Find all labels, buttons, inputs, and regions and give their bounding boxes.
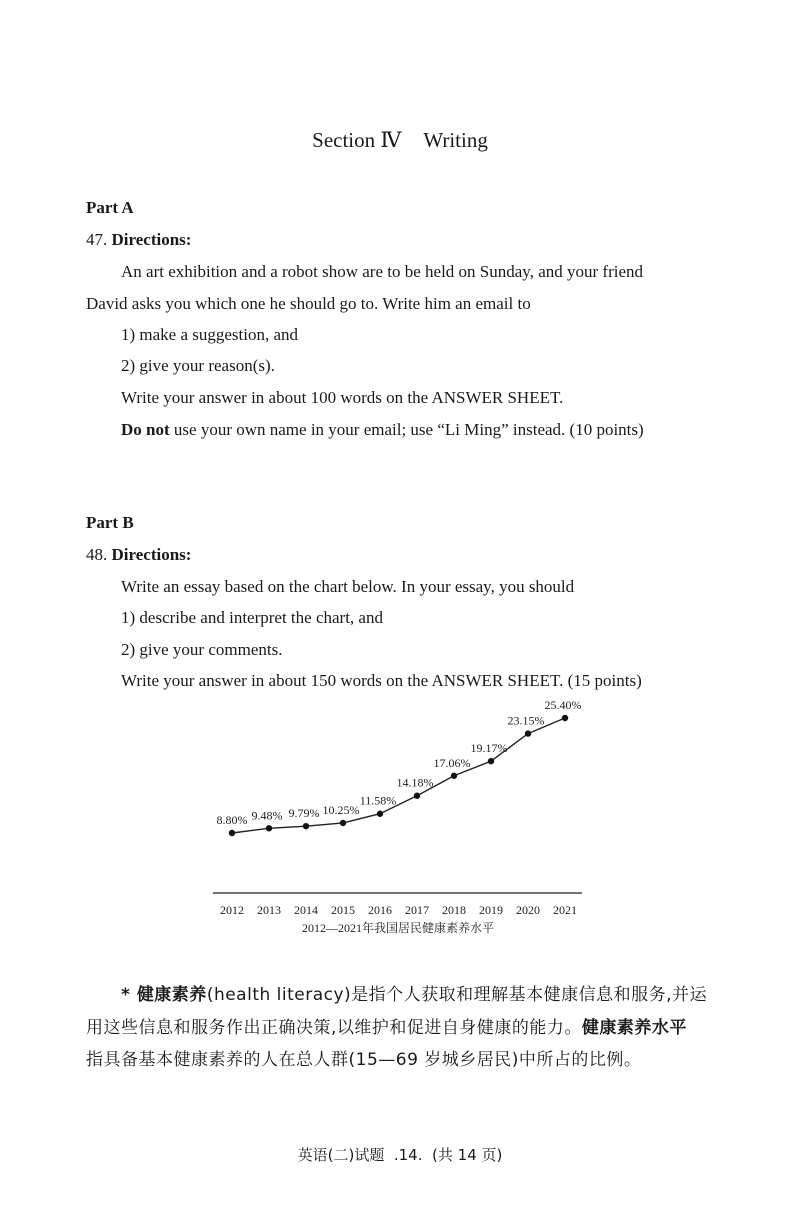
chart-data-label-2013: 9.48% [251, 808, 283, 823]
chart-data-label-2014: 9.79% [288, 806, 320, 821]
chart-point-2012 [229, 830, 235, 836]
q48-colon: : [185, 545, 192, 564]
note-line3: 指具备基本健康素养的人在总人群(15—69 岁城乡居民)中所占的比例。 [86, 1050, 642, 1070]
q47-directions-label: Directions [111, 230, 186, 249]
chart-x-tick-2012: 2012 [220, 903, 244, 917]
note-term-health-literacy: 健康素养 [136, 985, 207, 1005]
part-a-heading: Part A [86, 198, 134, 217]
chart-x-tick-2015: 2015 [331, 903, 355, 917]
chart-point-2015 [340, 820, 346, 826]
section-title [0, 128, 800, 153]
q47-donot-bold: Do not [121, 420, 170, 439]
section-title-number: Section Ⅳ [312, 128, 402, 152]
q47-directions [86, 230, 191, 250]
chart-data-label-2021: 25.40% [544, 698, 582, 712]
chart-point-2017 [414, 793, 420, 799]
chart-data-label-2017: 14.18% [396, 775, 434, 790]
section-title-name: Writing [423, 128, 488, 152]
chart-point-2020 [525, 730, 531, 736]
q48-item2: 2) give your comments. [121, 640, 283, 659]
chart-point-2021 [562, 715, 568, 721]
chart-x-tick-2014: 2014 [294, 903, 318, 917]
chart-data-label-2019: 19.17% [470, 741, 508, 756]
q47-donot-note [121, 420, 644, 440]
chart-data-label-2020: 23.15% [507, 713, 545, 728]
page-footer: 英语(二)试题 .14. (共 14 页) [297, 1146, 503, 1164]
q48-item1: 1) describe and interpret the chart, and [121, 608, 383, 627]
chart-data-label-2015: 10.25% [322, 802, 360, 817]
chart-x-tick-2016: 2016 [368, 903, 392, 917]
note-text1: (health literacy)是指个人获取和理解基本健康信息和服务,并运 [206, 985, 708, 1005]
chart-point-2013 [266, 825, 272, 831]
note-line2 [86, 1013, 687, 1038]
q47-number: 47. [86, 230, 108, 249]
q48-directions [86, 545, 191, 565]
q47-paragraph-line1: An art exhibition and a robot show are to be held on Sunday, and your friend [121, 262, 643, 281]
chart-data-label-2016: 11.58% [359, 793, 397, 808]
note-term-health-literacy-level: 健康素养水平 [581, 1018, 687, 1038]
q48-line1: Write an essay based on the chart below. In your essay, you should [121, 577, 575, 596]
q48-answer-note: Write your answer in about 150 words on the ANSWER SHEET. (15 points) [121, 671, 642, 690]
chart-data-label-2012: 8.80% [216, 813, 248, 827]
q47-paragraph-line2: David asks you which one he should go to. Write him an email to [86, 294, 531, 313]
note-text2: 用这些信息和服务作出正确决策,以维护和促进自身健康的能力。 [86, 1018, 582, 1038]
chart-point-2018 [451, 773, 457, 779]
chart-title: 2012—2021年我国居民健康素养水平 [301, 921, 495, 935]
note-star: * [121, 985, 137, 1005]
part-b-heading: Part B [86, 513, 134, 532]
note-line1 [121, 980, 707, 1005]
q47-donot-rest: use your own name in your email; use “Li Ming” instead. (10 points) [169, 420, 644, 439]
chart-x-tick-2018: 2018 [442, 903, 466, 917]
q48-directions-label: Directions [111, 545, 186, 564]
chart-data-label-2018: 17.06% [433, 755, 471, 770]
q47-item2: 2) give your reason(s). [121, 356, 275, 375]
q47-colon: : [185, 230, 192, 249]
chart-x-tick-2013: 2013 [257, 903, 281, 917]
chart-point-2014 [303, 823, 309, 829]
q47-answer-note: Write your answer in about 100 words on the ANSWER SHEET. [121, 388, 564, 407]
chart-point-2019 [488, 758, 494, 764]
chart-x-tick-2017: 2017 [405, 903, 429, 917]
q47-item1: 1) make a suggestion, and [121, 325, 299, 344]
q48-number: 48. [86, 545, 108, 564]
chart-x-tick-2019: 2019 [479, 903, 503, 917]
chart-point-2016 [377, 811, 383, 817]
chart-x-tick-2020: 2020 [516, 903, 540, 917]
health-literacy-chart [0, 695, 800, 945]
chart-x-tick-2021: 2021 [553, 903, 577, 917]
